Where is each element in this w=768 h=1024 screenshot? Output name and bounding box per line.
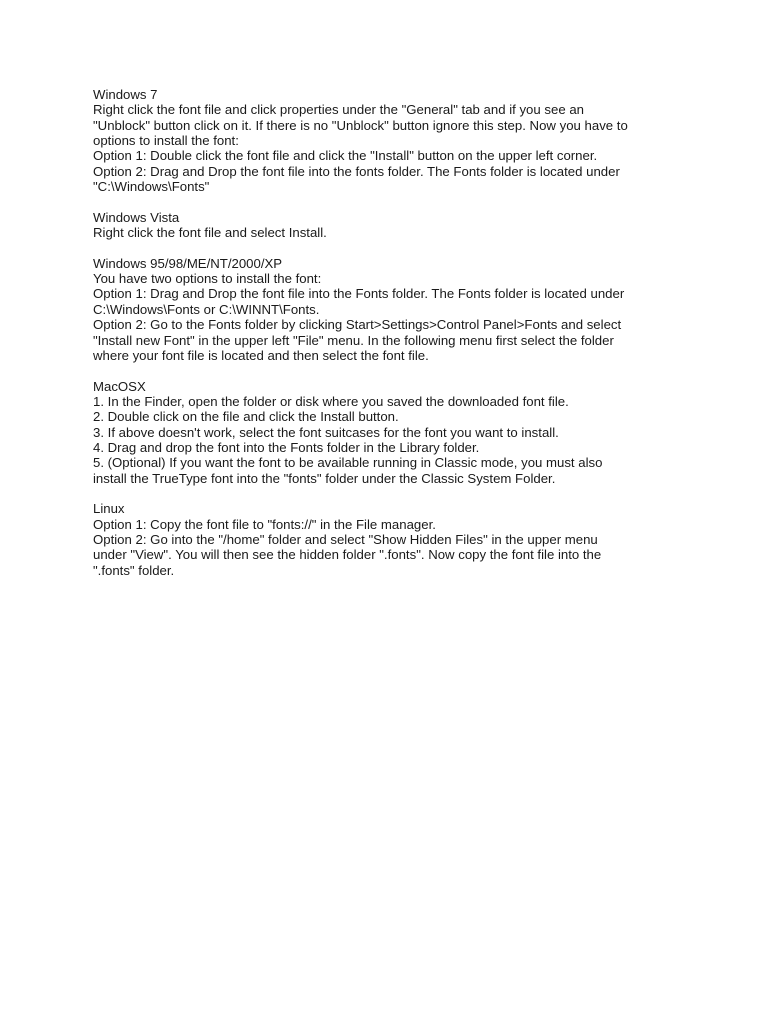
text-line: Option 2: Go to the Fonts folder by clicking Start>Settings>Control Panel>Fonts and select bbox=[93, 317, 622, 333]
text-line: You have two options to install the font: bbox=[93, 271, 322, 287]
text-line: Option 1: Drag and Drop the font file into the Fonts folder. The Fonts folder is located under bbox=[93, 286, 625, 302]
text-line: "Install new Font" in the upper left "File" menu. In the following menu first select the folder bbox=[93, 332, 614, 348]
text-line: Option 2: Drag and Drop the font file into the fonts folder. The Fonts folder is located under bbox=[93, 163, 620, 179]
text-line: Right click the font file and select Install. bbox=[93, 225, 327, 241]
text-line: 3. If above doesn't work, select the font suitcases for the font you want to install. bbox=[93, 424, 559, 440]
section-heading: Windows Vista bbox=[93, 209, 180, 225]
section-linux bbox=[93, 501, 683, 578]
section-heading: Windows 7 bbox=[93, 87, 158, 102]
section-windows-legacy bbox=[93, 256, 683, 363]
text-line: ".fonts" folder. bbox=[93, 562, 175, 578]
text-line: C:\Windows\Fonts or C:\WINNT\Fonts. bbox=[93, 301, 320, 317]
section-macosx bbox=[93, 379, 683, 486]
text-line: "C:\Windows\Fonts" bbox=[93, 179, 210, 195]
text-line: 4. Drag and drop the font into the Fonts folder in the Library folder. bbox=[93, 439, 480, 455]
text-line: Right click the font file and click properties under the "General" tab and if you see an bbox=[93, 102, 584, 118]
text-line: "Unblock" button click on it. If there is no "Unblock" button ignore this step. Now you have to bbox=[93, 117, 628, 133]
section-heading: Linux bbox=[93, 501, 125, 517]
section-heading: MacOSX bbox=[93, 378, 146, 394]
text-line: 2. Double click on the file and click the Install button. bbox=[93, 409, 399, 425]
section-windows-vista bbox=[93, 210, 683, 241]
section-windows-7 bbox=[93, 87, 683, 194]
document-body bbox=[93, 87, 683, 593]
text-line: 5. (Optional) If you want the font to be available running in Classic mode, you must also bbox=[93, 455, 603, 471]
text-line: options to install the font: bbox=[93, 133, 239, 149]
text-line: Option 1: Double click the font file and click the "Install" button on the upper left corner. bbox=[93, 148, 598, 164]
text-line: Option 1: Copy the font file to "fonts://" in the File manager. bbox=[93, 516, 436, 532]
text-line: under "View". You will then see the hidden folder ".fonts". Now copy the font file into the bbox=[93, 547, 602, 563]
text-line: install the TrueType font into the "fonts" folder under the Classic System Folder. bbox=[93, 470, 556, 486]
text-line: Option 2: Go into the "/home" folder and select "Show Hidden Files" in the upper menu bbox=[93, 531, 598, 547]
text-line: where your font file is located and then select the font file. bbox=[93, 347, 429, 363]
section-heading: Windows 95/98/ME/NT/2000/XP bbox=[93, 255, 283, 271]
text-line: 1. In the Finder, open the folder or disk where you saved the downloaded font file. bbox=[93, 393, 569, 409]
